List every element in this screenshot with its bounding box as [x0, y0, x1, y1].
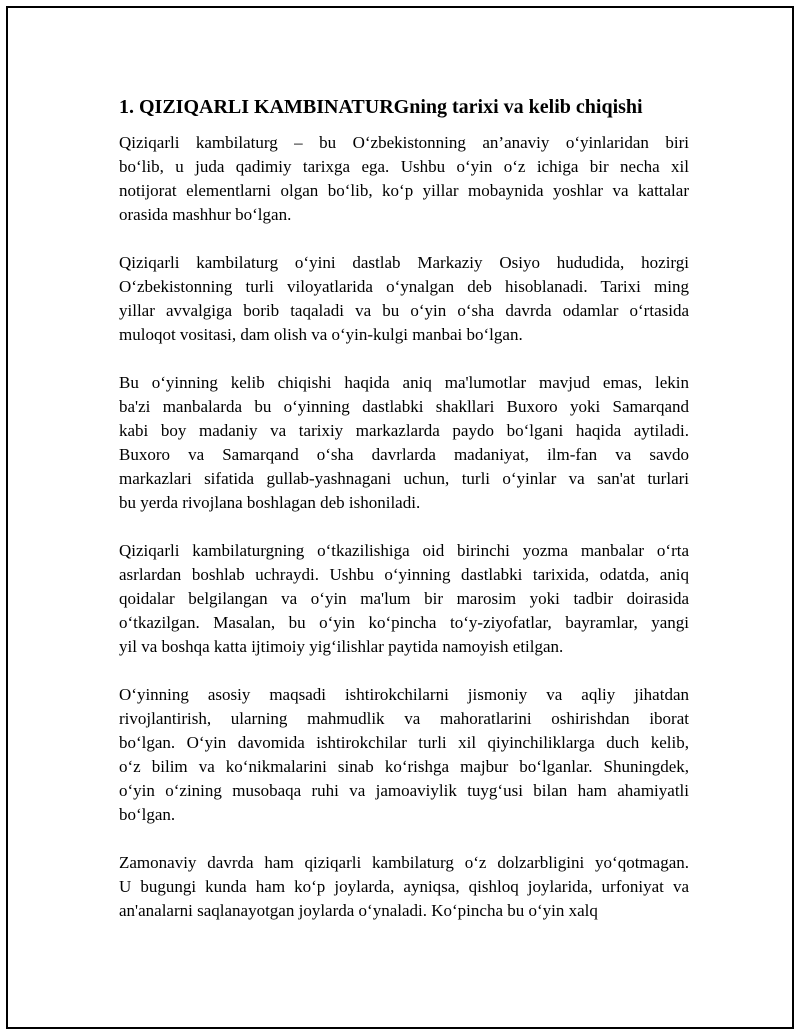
text-line: bu yerda rivojlana boshlagan deb ishoniladi. [119, 493, 421, 512]
text-line: asrlardan boshlab uchraydi. Ushbu o‘yinning dastlabki tarixida, odatda, aniq [119, 565, 689, 584]
text-line: Qiziqarli kambilaturg o‘yini dastlab Markaziy Osiyo hududida, hozirgi [119, 253, 689, 272]
text-line: Zamonaviy davrda ham qiziqarli kambilaturg o‘z dolzarbligini yo‘qotmagan. [119, 853, 689, 872]
text-line: o‘yin o‘zining musobaqa ruhi va jamoaviylik tuyg‘usi bilan ham ahamiyatli [119, 781, 689, 800]
text-line: markazlari sifatida gullab-yashnagani uchun, turli o‘yinlar va san'at turlari [119, 469, 689, 488]
paragraph [119, 683, 689, 827]
text-line: yil va boshqa katta ijtimoiy yig‘ilishlar paytida namoyish etilgan. [119, 637, 564, 656]
text-line: muloqot vositasi, dam olish va o‘yin-kulgi manbai bo‘lgan. [119, 325, 523, 344]
text-line: Buxoro va Samarqand o‘sha davrlarda madaniyat, ilm-fan va savdo [119, 445, 689, 464]
text-line: Qiziqarli kambilaturg – bu O‘zbekistonning an’anaviy o‘yinlaridan biri [119, 133, 689, 152]
text-line: an'analarni saqlanayotgan joylarda o‘ynaladi. Ko‘pincha bu o‘yin xalq [119, 901, 598, 920]
text-line: o‘z bilim va ko‘nikmalarini sinab ko‘rishga majbur bo‘lganlar. Shuningdek, [119, 757, 689, 776]
text-line: qoidalar belgilangan va o‘yin ma'lum bir marosim yoki tadbir doirasida [119, 589, 689, 608]
text-line: o‘tkazilgan. Masalan, bu o‘yin ko‘pincha to‘y-ziyofatlar, bayramlar, yangi [119, 613, 689, 632]
text-line: bo‘lgan. O‘yin davomida ishtirokchilar turli xil qiyinchiliklarga duch kelib, [119, 733, 689, 752]
text-line: bo‘lib, u juda qadimiy tarixga ega. Ushbu o‘yin o‘z ichiga bir necha xil [119, 157, 689, 176]
section-heading: 1. QIZIQARLI KAMBINATURGning tarixi va kelib chiqishi [119, 96, 643, 118]
paragraph [119, 131, 689, 227]
text-line: U bugungi kunda ham ko‘p joylarda, ayniqsa, qishloq joylarida, urfoniyat va [119, 877, 689, 896]
text-line: Qiziqarli kambilaturgning o‘tkazilishiga oid birinchi yozma manbalar o‘rta [119, 541, 689, 560]
paragraph-list [119, 131, 689, 923]
text-line: rivojlantirish, ularning mahmudlik va mahoratlarini oshirishdan iborat [119, 709, 689, 728]
text-line: Bu o‘yinning kelib chiqishi haqida aniq ma'lumotlar mavjud emas, lekin [119, 373, 689, 392]
text-line: yillar avvalgiga borib taqaladi va bu o‘yin o‘sha davrda odamlar o‘rtasida [119, 301, 689, 320]
text-line: O‘yinning asosiy maqsadi ishtirokchilarni jismoniy va aqliy jihatdan [119, 685, 689, 704]
paragraph [119, 251, 689, 347]
paragraph [119, 539, 689, 659]
text-line: kabi boy madaniy va tarixiy markazlarda paydo bo‘lgani haqida aytiladi. [119, 421, 689, 440]
text-line: notijorat elementlarni olgan bo‘lib, ko‘p yillar mobaynida yoshlar va kattalar [119, 181, 689, 200]
text-line: bo‘lgan. [119, 805, 176, 824]
text-line: O‘zbekistonning turli viloyatlarida o‘ynalgan deb hisoblanadi. Tarixi ming [119, 277, 689, 296]
text-line: orasida mashhur bo‘lgan. [119, 205, 292, 224]
document-body [119, 93, 689, 947]
paragraph [119, 371, 689, 515]
paragraph [119, 851, 689, 923]
text-line: ba'zi manbalarda bu o‘yinning dastlabki shakllari Buxoro yoki Samarqand [119, 397, 689, 416]
